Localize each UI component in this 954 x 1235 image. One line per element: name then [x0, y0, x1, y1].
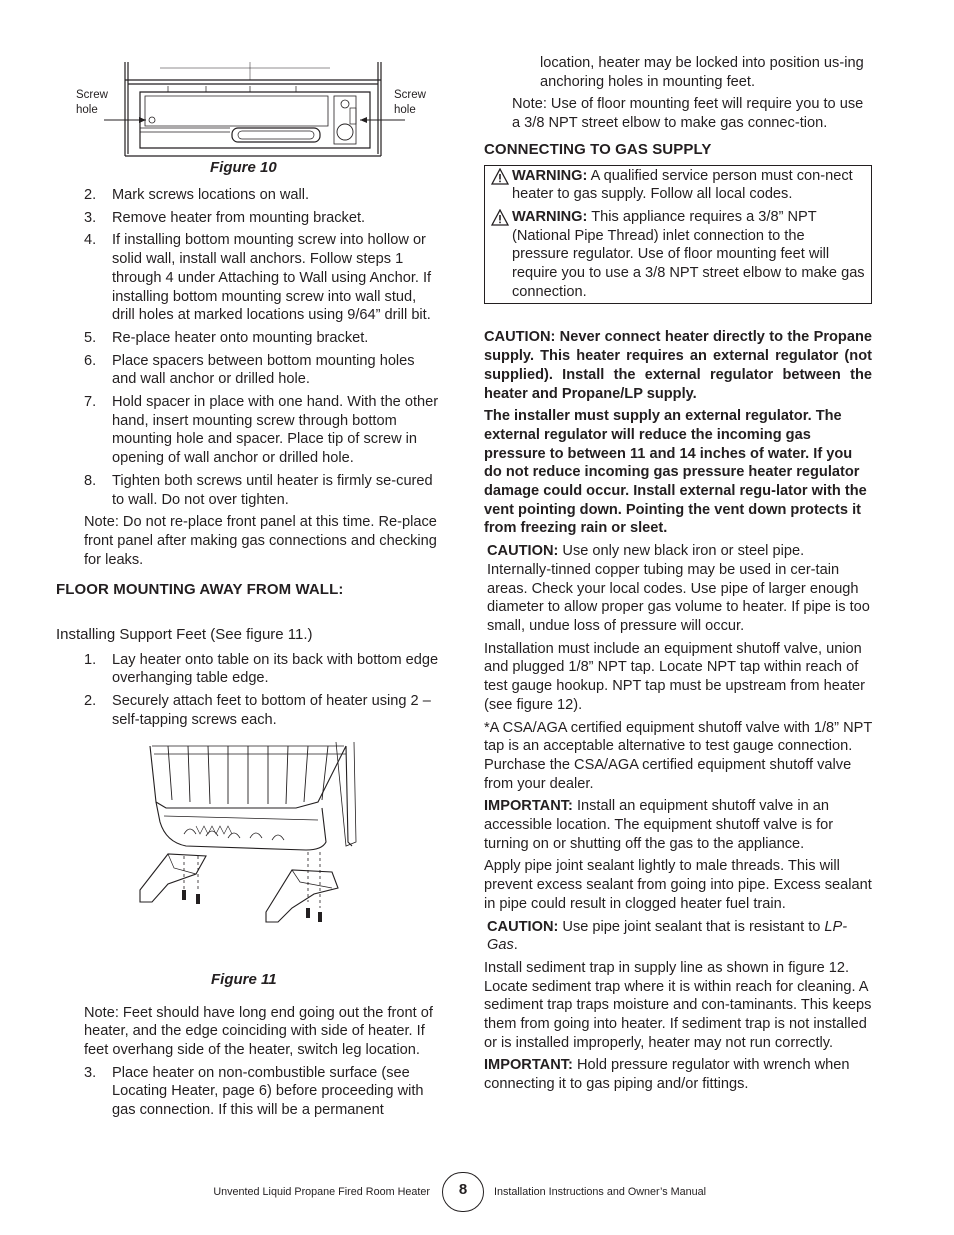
note-front-panel: Note: Do not re-place front panel at this time. Re-place front panel after making gas connections and checking for leaks. — [84, 514, 437, 568]
page-footer — [0, 1170, 954, 1214]
csa-valve-text: *A CSA/AGA certified equipment shutoff valve with 1/8” NPT tap is an acceptable alternative to test gauge connection. Purchase the CSA/AGA certified equipment shutoff valve from your dealer. — [484, 719, 873, 792]
list-item: 7. Hold spacer in place with one hand. With the other hand, insert mounting screw through bottom mounting hole and spacer. Place tip of screw in opening of wall anchor or drilled hole. — [84, 394, 439, 467]
note-street-elbow: Note: Use of floor mounting feet will require you to use a 3/8 NPT street elbow to make gas connec-tion. — [512, 96, 864, 132]
placement-steps-list — [56, 1064, 442, 1120]
list-item: 5. Re-place heater onto mounting bracket. — [84, 329, 369, 346]
figure-11-caption: Figure 11 — [211, 970, 277, 988]
warning-item: WARNING: This appliance requires a 3/8” NPT (National Pipe Thread) inlet connection to the pressure regulator. Use of floor mounting feet will require you to use a 3/8 NPT street elbow to make gas connection. — [491, 208, 865, 302]
warning-box — [484, 165, 872, 305]
floor-mounting-heading: FLOOR MOUNTING AWAY FROM WALL: — [56, 581, 344, 599]
important-shutoff: IMPORTANT: Install an equipment shutoff valve in an accessible location. The equipment shutoff valve is for turning on or shutting off the gas to the appliance. — [484, 798, 834, 852]
list-item: 4. If installing bottom mounting screw into hollow or solid wall, install wall anchors. Follow steps 1 through 4 under Attaching to Wall using Anchor. If installing bottom mounting screw into wall stud, drill holes at marked locations using 9/64” drill bit. — [84, 232, 432, 324]
note-feet-orientation: Note: Feet should have long end going out the front of heater, and the edge coinciding with side of heater. If feet overhang side of the heater, switch leg location. — [84, 1004, 433, 1058]
warning-triangle-icon — [491, 168, 509, 185]
list-item: 8. Tighten both screws until heater is firmly se-cured to wall. Do not over tighten. — [84, 472, 433, 508]
continued-step-text: location, heater may be locked into position us-ing anchoring holes in mounting feet. — [540, 55, 864, 90]
installer-regulator-text: The installer must supply an external regulator. The external regulator will reduce the incoming gas pressure to between 11 and 14 inches of water. If you do not reduce incoming gas pressure heater regulator damage could occur. Install external regu-lator with the vent pointing down. Pointing the vent down protects it from freezing rain or sleet. — [484, 408, 867, 537]
figure-11 — [56, 734, 442, 1004]
footer-manual-title: Installation Instructions and Owner’s Manual — [494, 1186, 707, 1198]
sealant-text: Apply pipe joint sealant lightly to male threads. This will prevent excess sealant from going into pipe. Excess sealant in pipe could result in clogged heater fuel train. — [484, 858, 872, 912]
figure-10 — [0, 62, 440, 186]
warning-triangle-icon — [491, 209, 509, 226]
footer-product-title: Unvented Liquid Propane Fired Room Heater — [213, 1186, 430, 1198]
screw-hole-label-right: Screw hole — [394, 89, 426, 116]
right-column — [484, 54, 872, 1098]
shutoff-valve-text: Installation must include an equipment shutoff valve, union and plugged 1/8” NPT tap. Locate NPT tap within reach of test gauge hookup. NPT tap must be upstream from heater (see figure 12). — [484, 640, 865, 713]
connecting-gas-heading: CONNECTING TO GAS SUPPLY — [484, 140, 712, 158]
list-item: 2. Mark screws locations on wall. — [84, 187, 310, 203]
installing-support-feet: Installing Support Feet (See figure 11.) — [56, 626, 313, 644]
feet-steps-list — [56, 651, 442, 730]
caution-sealant: CAUTION: Use pipe joint sealant that is resistant to LP-Gas. — [487, 918, 848, 954]
page-number: 8 — [442, 1172, 484, 1212]
figure-10-caption: Figure 10 — [210, 159, 277, 176]
sediment-trap-text: Install sediment trap in supply line as shown in figure 12. Locate sediment trap where it is within reach for cleaning. A sediment trap traps moisture and con-taminants. This keeps them from going into heater. If sediment trap is not installed or is installed improperly, heater may not run correctly. — [484, 959, 872, 1051]
heater-with-feet-illustration — [56, 742, 442, 942]
left-column — [56, 62, 442, 1124]
list-item: 3. Remove heater from mounting bracket. — [84, 209, 366, 226]
warning-item: WARNING: A qualified service person must con-nect heater to gas supply. Follow all local codes. — [491, 167, 865, 204]
list-item: 1. Lay heater onto table on its back with bottom edge overhanging table edge. — [84, 651, 439, 687]
caution-pipe: CAUTION: Use only new black iron or steel pipe. Internally-tinned copper tubing may be used in cer-tain areas. Check your local codes. Use pipe of larger enough diameter to allow proper gas volume to heater. If pipe is too small, undue loss of pressure will occur. — [487, 543, 870, 634]
important-regulator: IMPORTANT: Hold pressure regulator with wrench when connecting it to gas piping and/or fittings. — [484, 1057, 850, 1093]
screw-hole-label-left: Screw hole — [76, 89, 108, 116]
caution-propane: CAUTION: Never connect heater directly to the Propane supply. This heater requires an external regulator (not supplied). Install the external regulator between the heater and Propane/LP supply. — [484, 329, 872, 402]
list-item: 6. Place spacers between bottom mounting holes and wall anchor or drilled hole. — [84, 352, 415, 388]
list-item: 3. Place heater on non-combustible surface (see Locating Heater, page 6) before proceeding with gas connection. If this will be a permanent — [84, 1064, 424, 1119]
mounting-steps-list — [56, 186, 442, 509]
list-item: 2. Securely attach feet to bottom of heater using 2 – self-tapping screws each. — [84, 693, 431, 728]
heater-bracket-illustration — [0, 62, 440, 162]
